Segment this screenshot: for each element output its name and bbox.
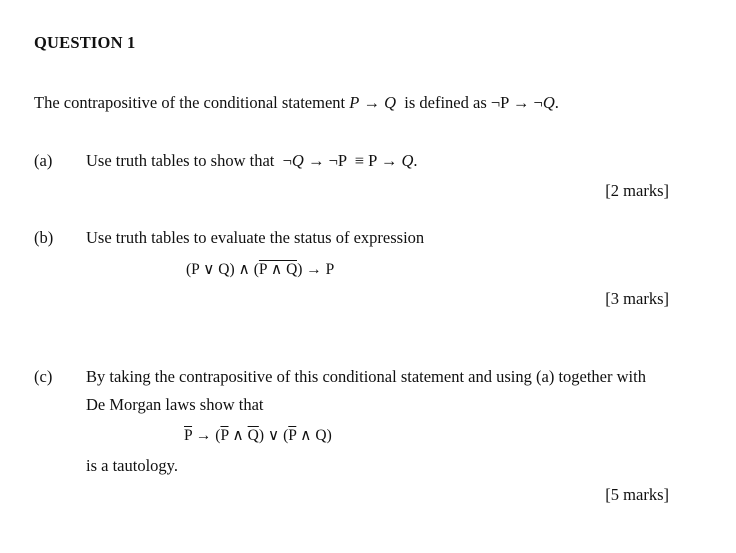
part-c-line2: De Morgan laws show that bbox=[86, 395, 264, 414]
intro-middle: is defined as bbox=[396, 93, 491, 112]
part-b-marks: [3 marks] bbox=[605, 289, 669, 308]
part-c-line1: By taking the contrapositive of this conditional statement and using (a) together with bbox=[86, 367, 646, 386]
part-c-formula-and1: ∧ bbox=[228, 427, 248, 444]
part-c-formula bbox=[184, 428, 332, 444]
part-c-formula-q: $\overline{Q}$ bbox=[247, 427, 259, 444]
part-c-label: (c) bbox=[34, 367, 53, 386]
part-b-formula bbox=[186, 260, 334, 278]
part-b-formula-bar-rest: ∧ Q bbox=[266, 261, 298, 278]
intro-stmt-q: Q bbox=[384, 93, 397, 112]
part-b-text: Use truth tables to evaluate the status of expression bbox=[86, 228, 425, 247]
part-c-formula-p3: $\overline{P}$ bbox=[288, 427, 297, 444]
part-c-formula-p: $\overline{P}$ bbox=[184, 427, 193, 444]
intro-stmt-p: P bbox=[349, 93, 360, 112]
part-a-end: . bbox=[413, 151, 418, 170]
part-c-line3: is a tautology. bbox=[86, 456, 178, 475]
intro-stmt-arrow: → bbox=[359, 93, 385, 112]
intro-contra-notp: ¬P → ¬ bbox=[490, 93, 543, 112]
part-a-text bbox=[86, 153, 418, 170]
intro-prefix: The contrapositive of the conditional statement bbox=[34, 93, 350, 112]
part-c-formula-p2: $\overline{P}$ bbox=[220, 427, 229, 444]
part-a-marks: [2 marks] bbox=[605, 181, 669, 200]
part-c-formula-mid2: ) ∨ ( bbox=[258, 427, 289, 444]
part-c-formula-mid1: → ( bbox=[192, 427, 221, 444]
part-b-formula-bar-p: $\overline{P}$ bbox=[258, 261, 267, 278]
part-a-rest: → ¬P ≡ P → bbox=[303, 151, 402, 170]
part-c-formula-end: ∧ Q) bbox=[296, 427, 332, 444]
part-b-formula-right: ) → P bbox=[297, 261, 335, 278]
part-a-prefix: Use truth tables to show that bbox=[86, 151, 283, 170]
part-b-formula-left: (P ∨ Q) ∧ ( bbox=[186, 261, 259, 278]
part-c-marks: [5 marks] bbox=[605, 485, 669, 504]
intro-contra-q: Q bbox=[542, 93, 555, 112]
intro-paragraph bbox=[34, 95, 559, 112]
question-title: QUESTION 1 bbox=[34, 33, 136, 52]
intro-end: . bbox=[554, 93, 559, 112]
part-a-neg: ¬ bbox=[282, 151, 292, 170]
part-b-formula-overbar bbox=[259, 260, 297, 278]
part-a-label: (a) bbox=[34, 151, 53, 170]
part-a-q: Q bbox=[291, 151, 304, 170]
part-a-q2: Q bbox=[401, 151, 414, 170]
part-b-label: (b) bbox=[34, 228, 54, 247]
